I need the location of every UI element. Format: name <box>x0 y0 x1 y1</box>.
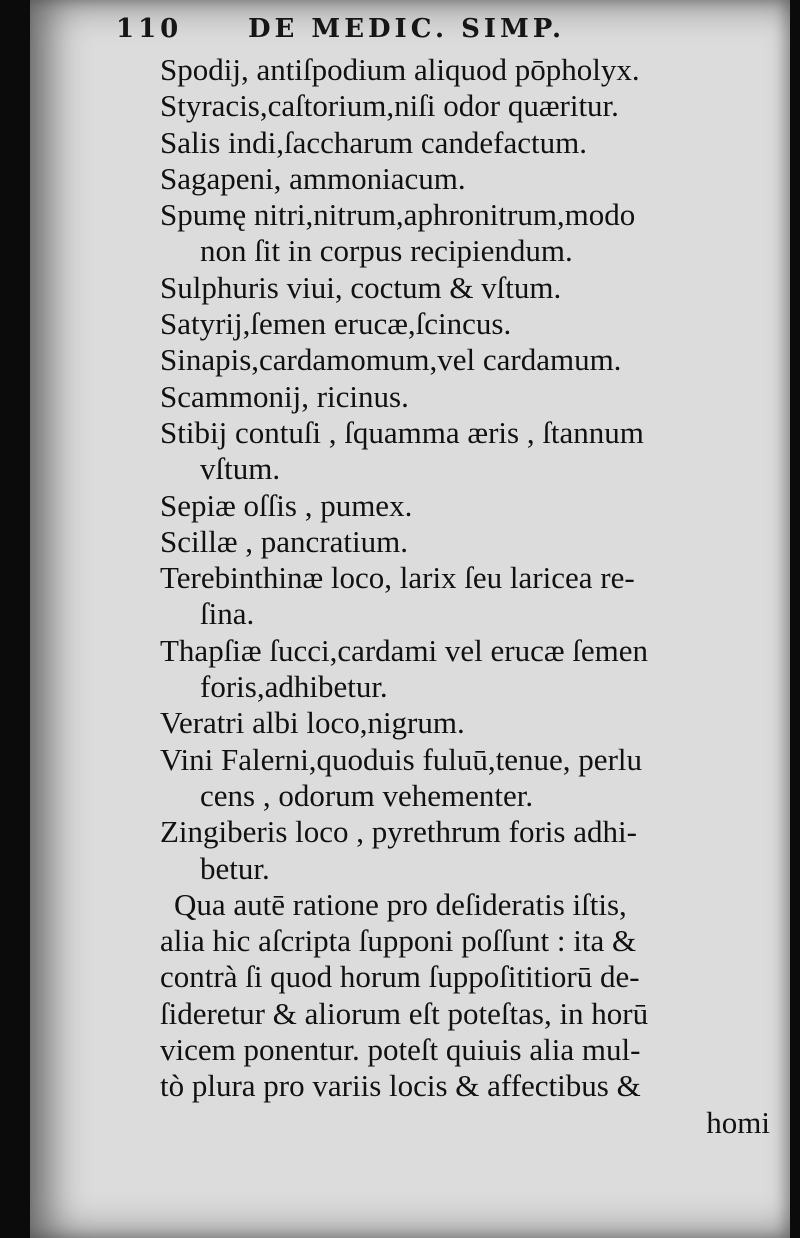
text-line: Sinapis,cardamomum,vel cardamum. <box>160 342 622 378</box>
page-header <box>116 14 676 54</box>
text-line: cens , odorum vehementer. <box>200 777 534 813</box>
text-line: tò plura pro variis locis & affectibus & <box>160 1068 641 1104</box>
text-line: Sepiæ oſſis , pumex. <box>160 487 413 523</box>
text-line: betur. <box>200 850 270 886</box>
text-line: foris,adhibetur. <box>200 669 388 705</box>
text-line: Veratri albi loco,nigrum. <box>160 705 465 741</box>
text-line: Salis indi,ſaccharum candefactum. <box>160 124 587 160</box>
text-line: alia hic aſcripta ſupponi poſſunt : ita & <box>160 923 637 959</box>
text-line: Scammonij, ricinus. <box>160 378 409 414</box>
text-line: Terebinthinæ loco, larix ſeu laricea re- <box>160 560 635 596</box>
text-line: contrà ſi quod horum ſuppoſititiorū de- <box>160 959 640 995</box>
text-line: Satyrij,ſemen erucæ,ſcincus. <box>160 306 512 342</box>
text-line: Spumę nitri,nitrum,aphronitrum,modo <box>160 197 636 233</box>
text-line: ſideretur & aliorum eſt poteſtas, in horū <box>160 995 649 1031</box>
text-line: ſina. <box>200 596 255 632</box>
text-line: Stibij contuſi , ſquamma æris , ſtannum <box>160 414 644 450</box>
text-line: Sulphuris viui, coctum & vſtum. <box>160 269 562 305</box>
text-line: non ſit in corpus recipiendum. <box>200 233 573 269</box>
text-line: Scillæ , pancratium. <box>160 523 408 559</box>
text-line: Sagapeni, ammoniacum. <box>160 160 466 196</box>
catchword: homi <box>706 1104 770 1140</box>
text-line: vſtum. <box>200 451 281 487</box>
text-line: vicem ponentur. poteſt quiuis alia mul- <box>160 1032 641 1068</box>
text-line: Zingiberis loco , pyrethrum foris adhi- <box>160 814 637 850</box>
text-block <box>160 52 780 1141</box>
text-line: Qua autē ratione pro deſideratis iſtis, <box>174 886 627 922</box>
book-page <box>30 0 790 1238</box>
running-title: DE MEDIC. SIMP. <box>248 14 566 44</box>
page-number: 110 <box>116 14 183 44</box>
text-line: Vini Falerni,quoduis fuluū,tenue, perlu <box>160 741 642 777</box>
text-line: Thapſiæ ſucci,cardami vel erucæ ſemen <box>160 632 649 668</box>
text-line: Styracis,caſtorium,niſi odor quæritur. <box>160 88 619 124</box>
text-line: Spodij, antiſpodium aliquod pōpholyx. <box>160 52 640 87</box>
